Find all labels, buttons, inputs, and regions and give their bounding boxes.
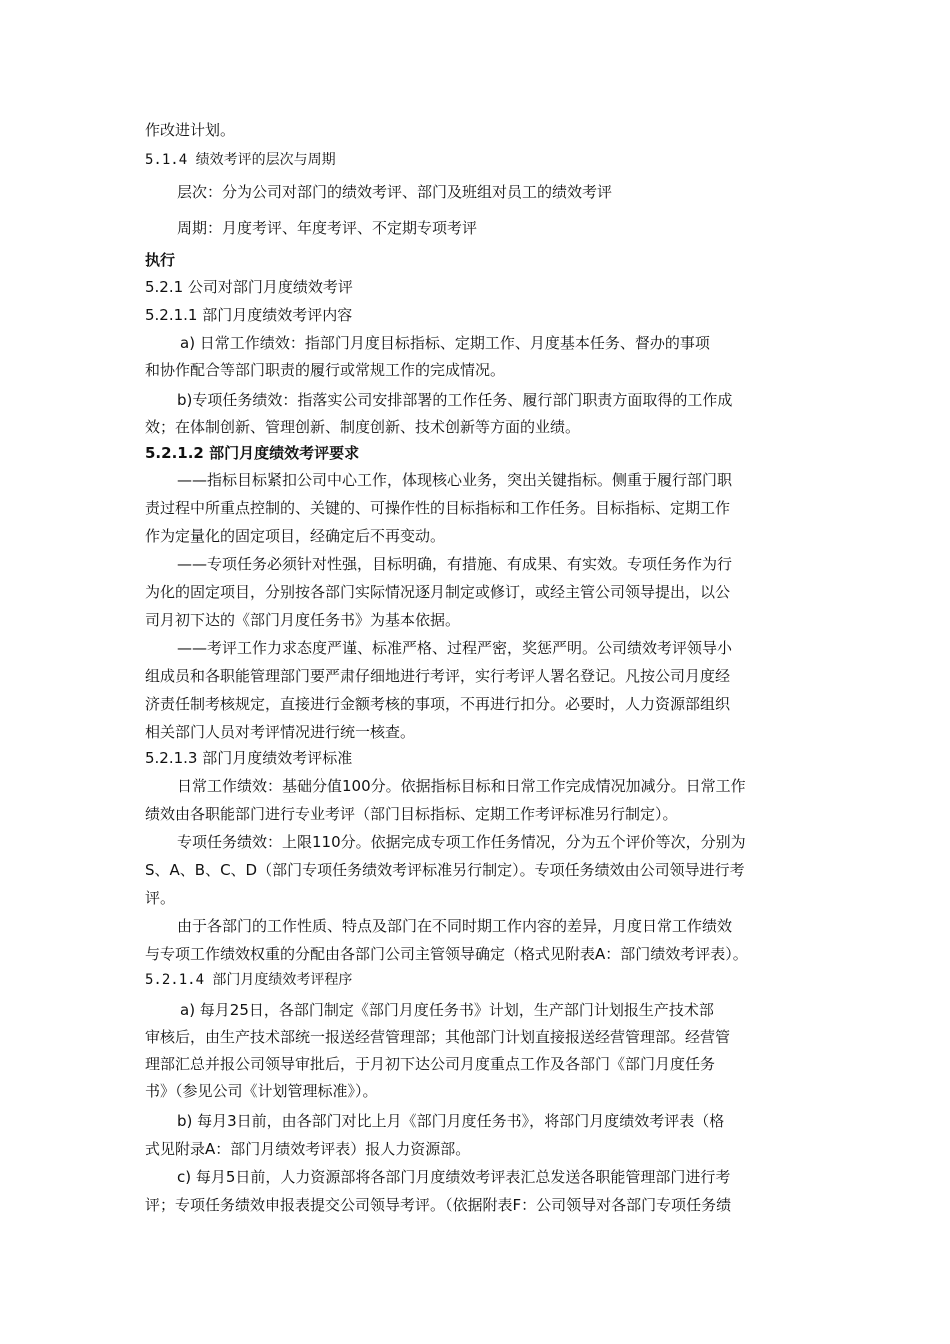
section-heading: 5.1.4 绩效考评的层次与周期 bbox=[145, 152, 336, 168]
text-line: 为化的固定项目，分别按各部门实际情况逐月制定或修订，或经主管公司领导提出，以公 bbox=[145, 583, 731, 601]
text-line: 评。 bbox=[145, 889, 176, 907]
text-line: 审核后，由生产技术部统一报送经营管理部；其他部门计划直接报送经营管理部。经营管 bbox=[145, 1028, 731, 1046]
section-heading: 5.2.1.4 部门月度绩效考评程序 bbox=[145, 972, 353, 988]
text-line: b)专项任务绩效：指落实公司安排部署的工作任务、履行部门职责方面取得的工作成 bbox=[177, 391, 733, 409]
section-heading: 执行 bbox=[145, 251, 176, 269]
text-line: 作为定量化的固定项目，经确定后不再变动。 bbox=[145, 527, 446, 545]
text-line: 层次：分为公司对部门的绩效考评、部门及班组对员工的绩效考评 bbox=[177, 183, 613, 201]
text-line: 作改进计划。 bbox=[145, 121, 236, 139]
text-line: ——指标目标紧扣公司中心工作，体现核心业务，突出关键指标。侧重于履行部门职 bbox=[177, 471, 733, 489]
text-line: 相关部门人员对考评情况进行统一核查。 bbox=[145, 723, 416, 741]
text-line: ——专项任务必须针对性强，目标明确，有措施、有成果、有实效。专项任务作为行 bbox=[177, 555, 733, 573]
text-line: ——考评工作力求态度严谨、标准严格、过程严密，奖惩严明。公司绩效考评领导小 bbox=[177, 639, 733, 657]
section-heading: 5.2.1.2 部门月度绩效考评要求 bbox=[145, 444, 360, 462]
text-line: c) 每月5日前，人力资源部将各部门月度绩效考评表汇总发送各职能管理部门进行考 bbox=[177, 1168, 731, 1186]
text-line: 由于各部门的工作性质、特点及部门在不同时期工作内容的差异，月度日常工作绩效 bbox=[177, 917, 733, 935]
text-line: 济责任制考核规定，直接进行金额考核的事项，不再进行扣分。必要时，人力资源部组织 bbox=[145, 695, 731, 713]
text-line: 书》（参见公司《计划管理标准》）。 bbox=[145, 1082, 378, 1100]
section-heading: 5.2.1.1 部门月度绩效考评内容 bbox=[145, 306, 353, 324]
text-line: 责过程中所重点控制的、关键的、可操作性的目标指标和工作任务。目标指标、定期工作 bbox=[145, 499, 731, 517]
text-line: 评；专项任务绩效申报表提交公司领导考评。（依据附表F：公司领导对各部门专项任务绩 bbox=[145, 1196, 732, 1214]
text-line: 理部汇总并报公司领导审批后，于月初下达公司月度重点工作及各部门《部门月度任务 bbox=[145, 1055, 716, 1073]
text-line: a) 日常工作绩效：指部门月度目标指标、定期工作、月度基本任务、督办的事项 bbox=[180, 334, 710, 352]
text-line: 效；在体制创新、管理创新、制度创新、技术创新等方面的业绩。 bbox=[145, 418, 581, 436]
text-line: 与专项工作绩效权重的分配由各部门公司主管领导确定（格式见附表A：部门绩效考评表）。 bbox=[145, 945, 748, 963]
text-line: 司月初下达的《部门月度任务书》为基本依据。 bbox=[145, 611, 461, 629]
section-heading: 5.2.1.3 部门月度绩效考评标准 bbox=[145, 749, 353, 767]
text-line: 组成员和各职能管理部门要严肃仔细地进行考评，实行考评人署名登记。凡按公司月度经 bbox=[145, 667, 731, 685]
text-line: S、A、B、C、D（部门专项任务绩效考评标准另行制定）。专项任务绩效由公司领导进行考 bbox=[145, 861, 745, 879]
section-heading: 5.2.1 公司对部门月度绩效考评 bbox=[145, 278, 353, 296]
text-line: 周期：月度考评、年度考评、不定期专项考评 bbox=[177, 219, 478, 237]
text-line: 绩效由各职能部门进行专业考评（部门目标指标、定期工作考评标准另行制定）。 bbox=[145, 805, 678, 823]
text-line: b) 每月3日前，由各部门对比上月《部门月度任务书》，将部门月度绩效考评表（格 bbox=[177, 1112, 725, 1130]
text-line: 和协作配合等部门职责的履行或常规工作的完成情况。 bbox=[145, 361, 506, 379]
text-line: 专项任务绩效：上限110分。依据完成专项工作任务情况，分为五个评价等次，分别为 bbox=[177, 833, 746, 851]
text-line: a) 每月25日，各部门制定《部门月度任务书》计划，生产部门计划报生产技术部 bbox=[180, 1001, 714, 1019]
text-line: 日常工作绩效：基础分值100分。依据指标目标和日常工作完成情况加减分。日常工作 bbox=[177, 777, 746, 795]
text-line: 式见附录A：部门月绩效考评表）报人力资源部。 bbox=[145, 1140, 471, 1158]
